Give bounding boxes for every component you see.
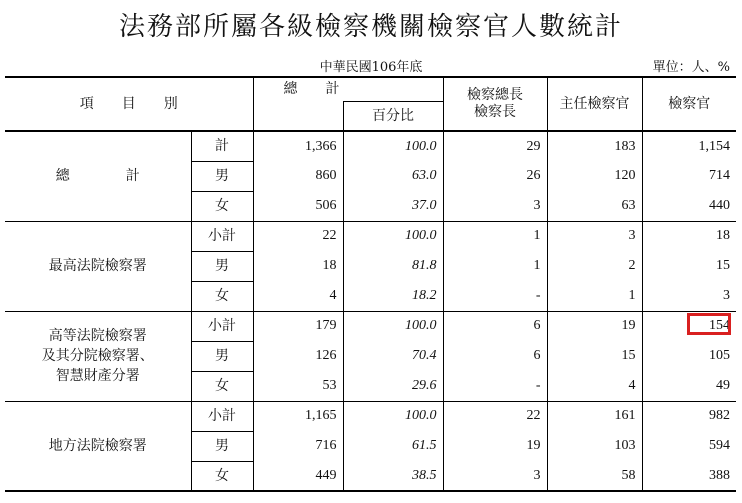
prosecutor-cell: 105 — [642, 341, 736, 371]
table-body — [5, 131, 736, 491]
head-prosecutor-cell: 1 — [547, 281, 642, 311]
prosecutor-cell: 388 — [642, 461, 736, 491]
total-cell: 449 — [253, 461, 343, 491]
header-prosecutor: 檢察官 — [642, 77, 736, 131]
row-label: 女 — [191, 461, 253, 491]
header-item: 項 目 別 — [5, 77, 253, 131]
total-cell: 179 — [253, 311, 343, 341]
head-prosecutor-cell: 120 — [547, 161, 642, 191]
chief-cell: 26 — [443, 161, 547, 191]
total-cell: 53 — [253, 371, 343, 401]
prosecutor-cell: 1,154 — [642, 131, 736, 161]
table-row — [5, 131, 736, 161]
prosecutor-cell: 3 — [642, 281, 736, 311]
table-row — [5, 221, 736, 251]
total-cell: 4 — [253, 281, 343, 311]
prosecutor-cell: 154 — [642, 311, 736, 341]
group-name: 地方法院檢察署 — [5, 401, 191, 491]
header-percent: 百分比 — [343, 101, 443, 131]
percent-cell: 61.5 — [343, 431, 443, 461]
row-label: 女 — [191, 191, 253, 221]
row-label: 計 — [191, 131, 253, 161]
row-label: 男 — [191, 431, 253, 461]
prosecutor-cell: 18 — [642, 221, 736, 251]
percent-cell: 37.0 — [343, 191, 443, 221]
total-cell: 1,366 — [253, 131, 343, 161]
row-label: 女 — [191, 371, 253, 401]
chief-cell: 6 — [443, 341, 547, 371]
percent-cell: 100.0 — [343, 131, 443, 161]
table-row — [5, 401, 736, 431]
statistics-table — [5, 76, 736, 492]
head-prosecutor-cell: 2 — [547, 251, 642, 281]
chief-cell: 3 — [443, 461, 547, 491]
chief-cell: 1 — [443, 251, 547, 281]
unit-label: 單位：人、% — [652, 60, 730, 75]
prosecutor-cell: 15 — [642, 251, 736, 281]
row-label: 小計 — [191, 401, 253, 431]
row-label: 小計 — [191, 221, 253, 251]
total-cell: 1,165 — [253, 401, 343, 431]
head-prosecutor-cell: 183 — [547, 131, 642, 161]
head-prosecutor-cell: 3 — [547, 221, 642, 251]
table-subtitle: 中華民國106年底 — [319, 60, 423, 75]
total-cell: 506 — [253, 191, 343, 221]
row-label: 女 — [191, 281, 253, 311]
percent-cell: 100.0 — [343, 311, 443, 341]
chief-cell: 6 — [443, 311, 547, 341]
prosecutor-cell: 714 — [642, 161, 736, 191]
percent-cell: 70.4 — [343, 341, 443, 371]
head-prosecutor-cell: 58 — [547, 461, 642, 491]
header-chief: 檢察總長 檢察長 — [443, 77, 547, 131]
header-head-prosecutor: 主任檢察官 — [547, 77, 642, 131]
head-prosecutor-cell: 4 — [547, 371, 642, 401]
head-prosecutor-cell: 161 — [547, 401, 642, 431]
percent-cell: 29.6 — [343, 371, 443, 401]
prosecutor-cell: 49 — [642, 371, 736, 401]
row-label: 男 — [191, 341, 253, 371]
percent-cell: 63.0 — [343, 161, 443, 191]
row-label: 男 — [191, 161, 253, 191]
page-title: 法務部所屬各級檢察機關檢察官人數統計 — [118, 12, 623, 42]
head-prosecutor-cell: 15 — [547, 341, 642, 371]
chief-cell: 3 — [443, 191, 547, 221]
total-cell: 126 — [253, 341, 343, 371]
head-prosecutor-cell: 19 — [547, 311, 642, 341]
prosecutor-cell: 982 — [642, 401, 736, 431]
chief-cell: - — [443, 281, 547, 311]
percent-cell: 18.2 — [343, 281, 443, 311]
prosecutor-cell: 440 — [642, 191, 736, 221]
percent-cell: 100.0 — [343, 401, 443, 431]
highlight-box — [687, 313, 731, 335]
chief-cell: 29 — [443, 131, 547, 161]
chief-cell: 22 — [443, 401, 547, 431]
total-cell: 860 — [253, 161, 343, 191]
total-cell: 22 — [253, 221, 343, 251]
row-label: 小計 — [191, 311, 253, 341]
head-prosecutor-cell: 103 — [547, 431, 642, 461]
head-prosecutor-cell: 63 — [547, 191, 642, 221]
group-name: 高等法院檢察署 及其分院檢察署、 智慧財產分署 — [5, 311, 191, 401]
chief-cell: 1 — [443, 221, 547, 251]
percent-cell: 38.5 — [343, 461, 443, 491]
percent-cell: 100.0 — [343, 221, 443, 251]
chief-cell: - — [443, 371, 547, 401]
header-total-blank — [253, 101, 343, 131]
group-name: 最高法院檢察署 — [5, 221, 191, 311]
table-row — [5, 311, 736, 341]
row-label: 男 — [191, 251, 253, 281]
chief-cell: 19 — [443, 431, 547, 461]
prosecutor-cell: 594 — [642, 431, 736, 461]
total-cell: 18 — [253, 251, 343, 281]
header-total: 總 計 — [253, 77, 443, 101]
group-name: 總 計 — [5, 131, 191, 221]
total-cell: 716 — [253, 431, 343, 461]
percent-cell: 81.8 — [343, 251, 443, 281]
